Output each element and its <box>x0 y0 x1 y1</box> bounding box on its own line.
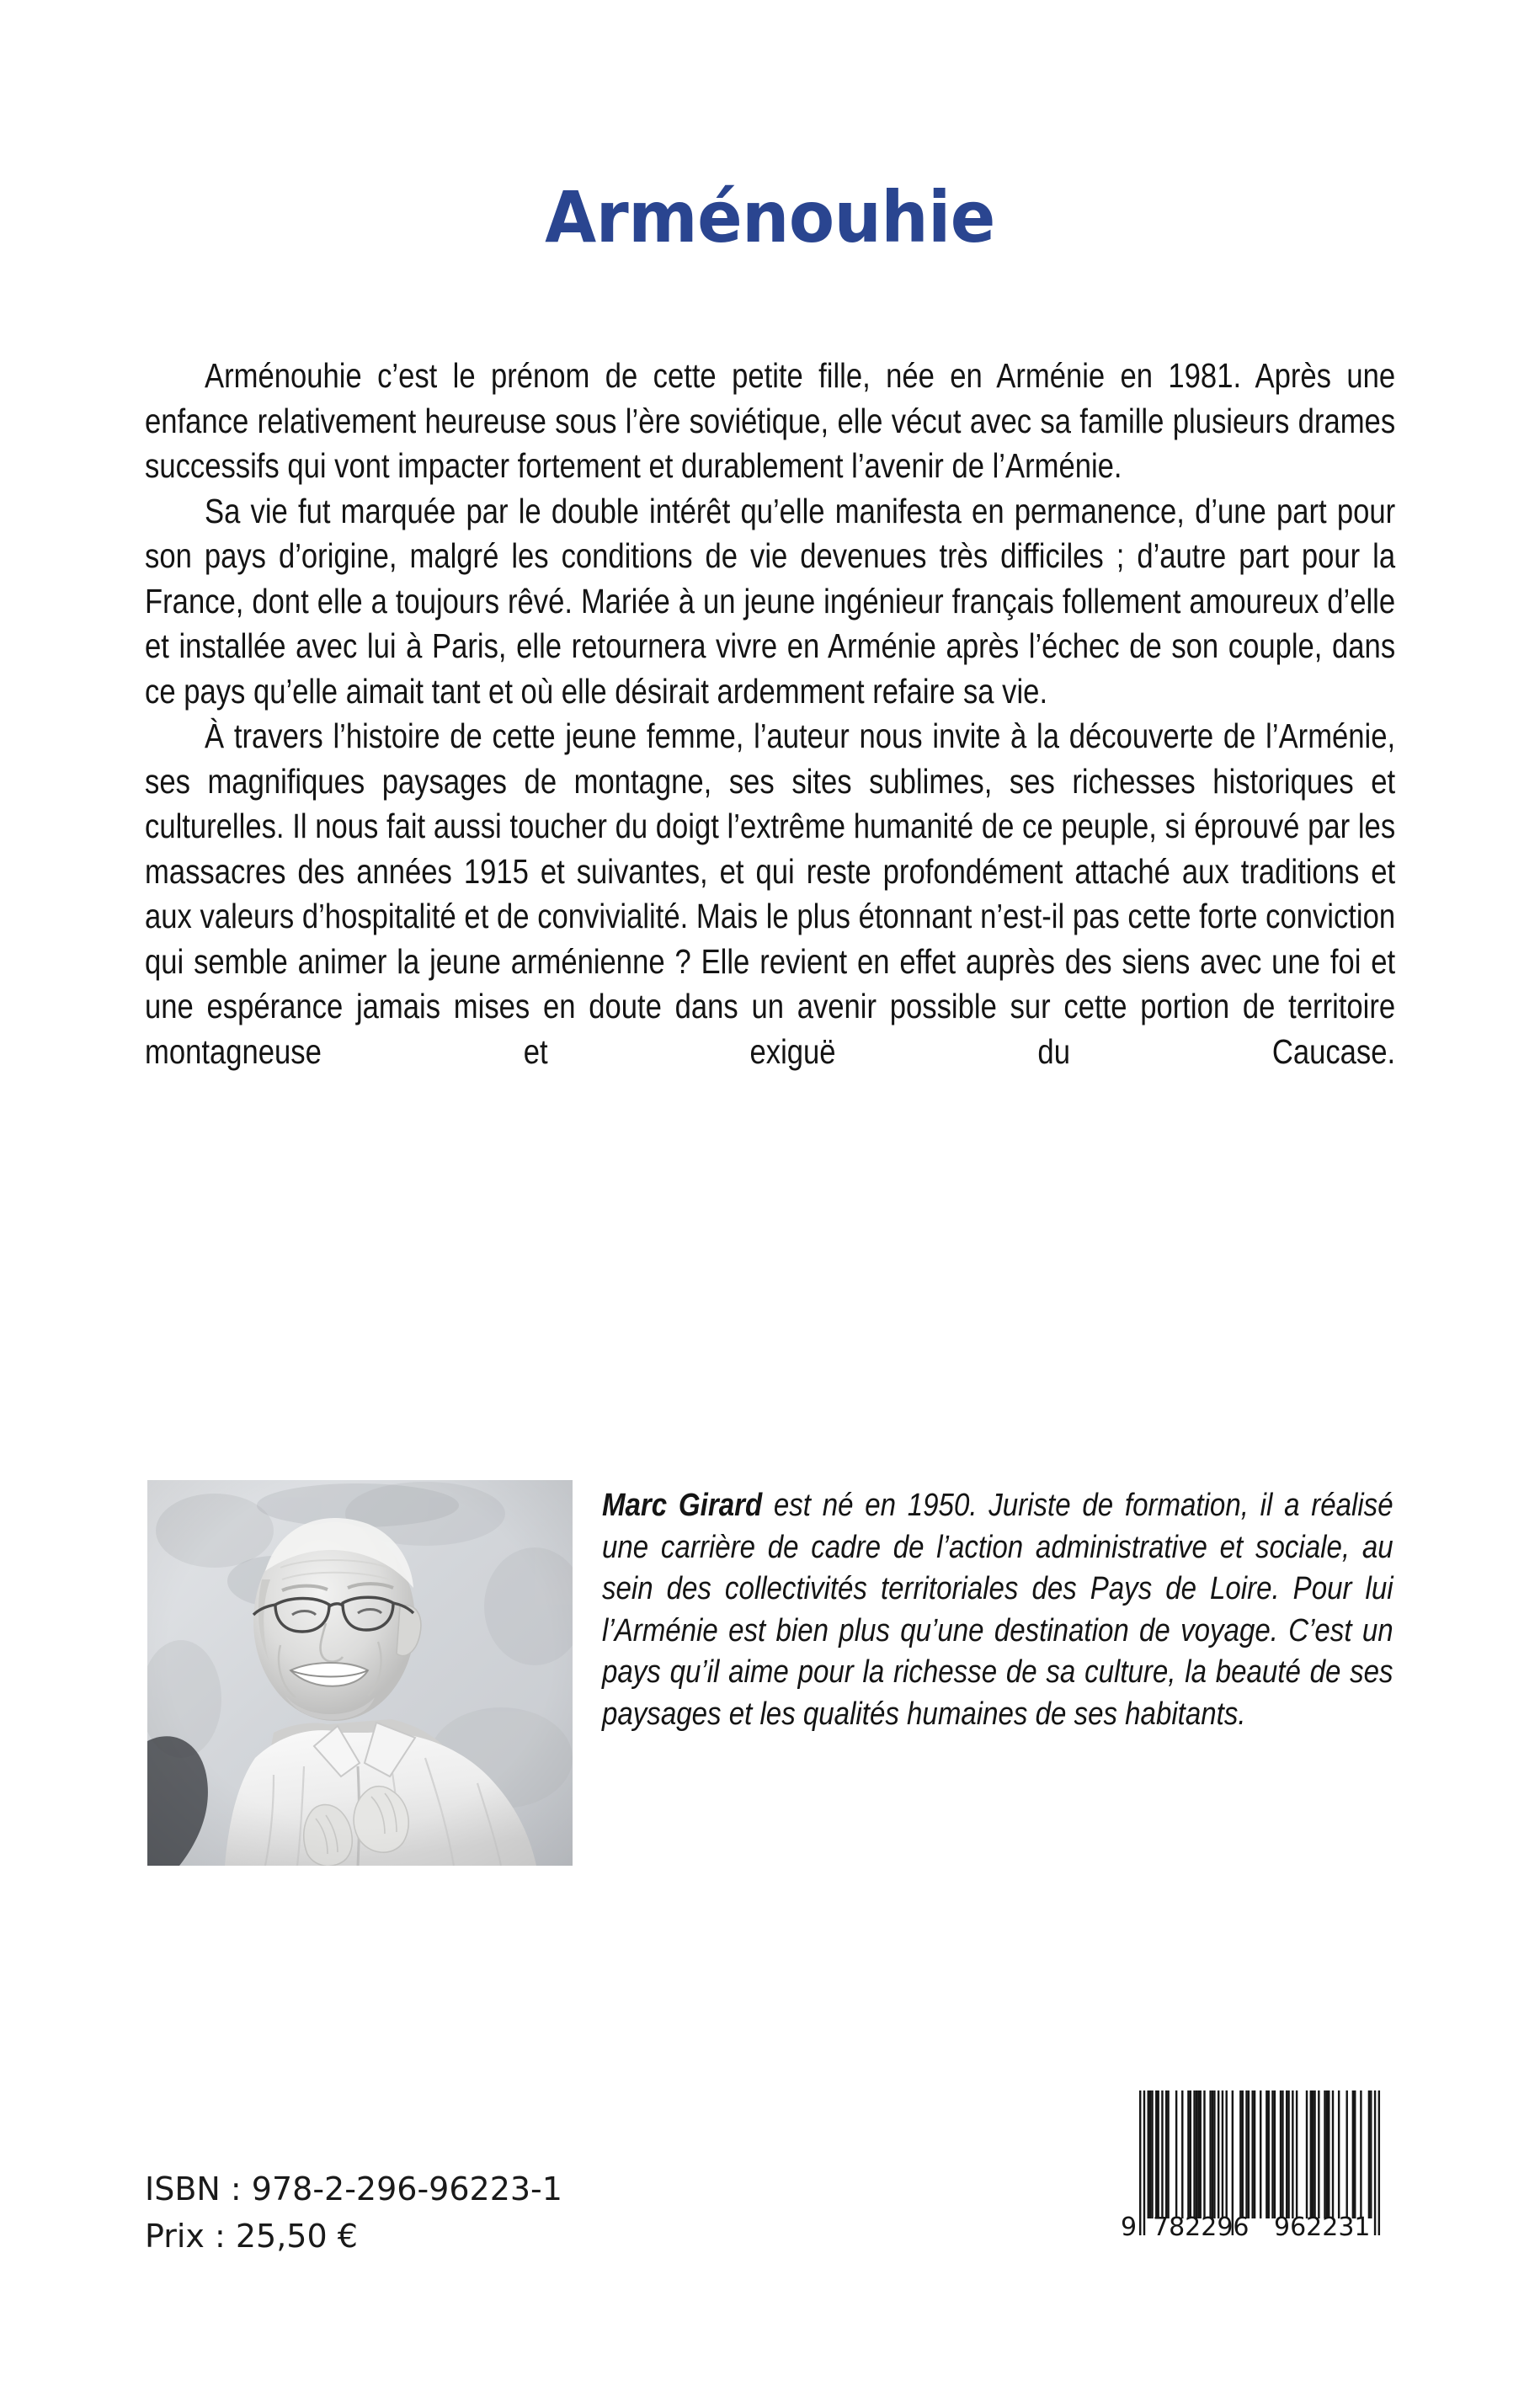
svg-text:782296: 782296 <box>1153 2213 1250 2240</box>
book-blurb <box>145 354 1395 1074</box>
author-bio <box>602 1485 1393 1735</box>
isbn-line: ISBN : 978-2-296-96223-1 <box>145 2170 562 2208</box>
footer-meta <box>145 2165 562 2260</box>
barcode <box>1116 2080 1385 2240</box>
blurb-paragraph-1: Arménouhie c’est le prénom de cette petite fille, née en Arménie en 1981. Après une enfance relativement heureuse sous l’ère soviétique, elle vécut avec sa famille plusieurs drames successifs qui vont impacter fortement et durablement l’avenir de l’Arménie. <box>145 356 1396 485</box>
author-bio-text: est né en 1950. Juriste de formation, il a réalisé une carrière de cadre de l’action administrative et sociale, au sein des collectivités territoriales des Pays de Loire. Pour lui l’Arménie est bien plus qu’une destination de voyage. C’est un pays qu’il aime pour la richesse de sa culture, la beauté de ses paysages et les qualités humaines de ses habitants. <box>602 1488 1393 1732</box>
blurb-paragraph-3: À travers l’histoire de cette jeune femme, l’auteur nous invite à la découverte de l’Arménie, ses magnifiques paysages de montagne, ses sites sublimes, ses richesses historiques et culturelles. Il nous fait aussi toucher du doigt l’extrême humanité de ce peuple, si éprouvé par les massacres des années 1915 et suivantes, et qui reste profondément attaché aux traditions et aux valeurs d’hospitalité et de convivialité. Mais le plus étonnant n’est-il pas cette forte conviction qui semble animer la jeune arménienne ? Elle revient en effet auprès des siens avec une foi et une espérance jamais mises en doute dans un avenir possible sur cette portion de territoire montagneuse et exiguë du Caucase. <box>145 716 1396 1071</box>
blurb-paragraph-2: Sa vie fut marquée par le double intérêt qu’elle manifesta en permanence, d’une part pour son pays d’origine, malgré les conditions de vie devenues très difficiles ; d’autre part pour la France, dont elle a toujours rêvé. Mariée à un jeune ingénieur français follement amoureux d’elle et installée avec lui à Paris, elle retournera vivre en Arménie après l’échec de son couple, dans ce pays qu’elle aimait tant et où elle désirait ardemment refaire sa vie. <box>145 491 1396 711</box>
page-title: Arménouhie <box>545 176 995 258</box>
author-name: Marc Girard <box>602 1488 763 1523</box>
author-photo <box>147 1480 573 1866</box>
svg-text:962231: 962231 <box>1274 2213 1371 2240</box>
price-line: Prix : 25,50 € <box>145 2218 358 2255</box>
svg-text:9: 9 <box>1121 2213 1138 2240</box>
